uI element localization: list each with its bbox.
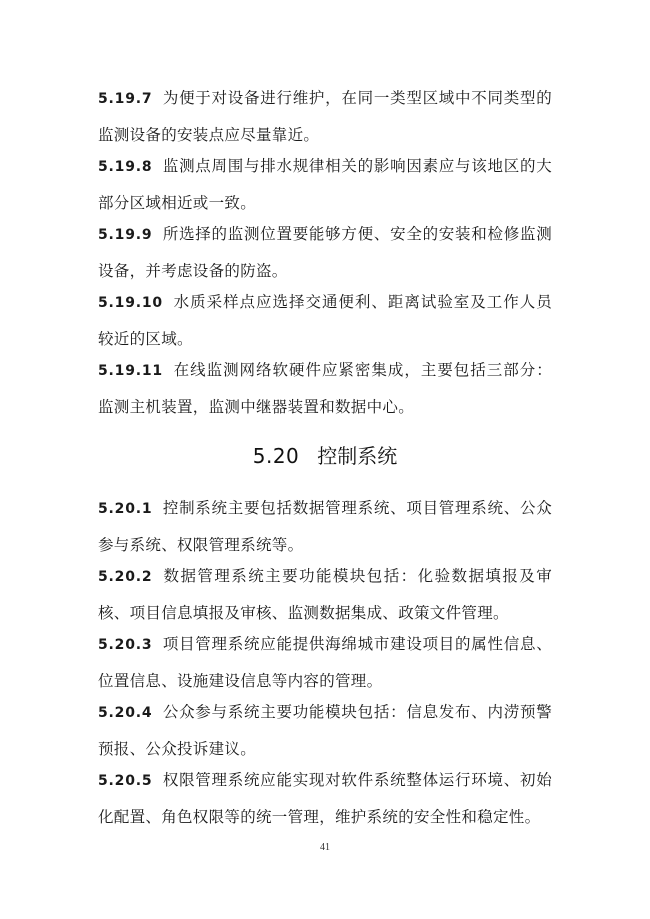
clause-number: 5.19.8 xyxy=(98,159,153,175)
clause-5-20-3 xyxy=(98,626,552,699)
clause-5-20-4 xyxy=(98,694,552,767)
clause-5-19-11 xyxy=(98,352,552,425)
section-heading xyxy=(0,440,650,472)
clause-5-19-9 xyxy=(98,216,552,289)
clause-number: 5.20.4 xyxy=(98,705,153,721)
clause-text: 权限管理系统应能实现对软件系统整体运行环境、初始化配置、角色权限等的统一管理，维护系统的安全性和稳定性。 xyxy=(98,771,552,826)
clause-text: 公众参与系统主要功能模块包括：信息发布、内涝预警预报、公众投诉建议。 xyxy=(98,703,552,758)
section-title: 控制系统 xyxy=(317,444,398,468)
clause-number: 5.19.9 xyxy=(98,227,153,243)
clause-number: 5.20.2 xyxy=(98,569,153,585)
clause-5-19-8 xyxy=(98,148,552,221)
clause-text: 数据管理系统主要功能模块包括：化验数据填报及审核、项目信息填报及审核、监测数据集成、政策文件管理。 xyxy=(98,567,552,622)
clause-number: 5.19.7 xyxy=(98,91,153,107)
clause-number: 5.20.1 xyxy=(98,501,153,517)
clause-text: 水质采样点应选择交通便利、距离试验室及工作人员较近的区域。 xyxy=(98,293,552,348)
clause-5-19-10 xyxy=(98,284,552,357)
clause-text: 控制系统主要包括数据管理系统、项目管理系统、公众参与系统、权限管理系统等。 xyxy=(98,499,552,554)
clause-5-20-5 xyxy=(98,762,552,835)
clause-text: 为便于对设备进行维护，在同一类型区域中不同类型的监测设备的安装点应尽量靠近。 xyxy=(98,89,552,144)
clause-number: 5.20.3 xyxy=(98,637,153,653)
page-number: 41 xyxy=(320,842,330,853)
clause-text: 在线监测网络软硬件应紧密集成，主要包括三部分：监测主机装置，监测中继器装置和数据中心。 xyxy=(98,361,552,416)
clause-number: 5.20.5 xyxy=(98,773,153,789)
clause-text: 所选择的监测位置要能够方便、安全的安装和检修监测设备，并考虑设备的防盗。 xyxy=(98,225,552,280)
clause-5-20-2 xyxy=(98,558,552,631)
clause-text: 监测点周围与排水规律相关的影响因素应与该地区的大部分区域相近或一致。 xyxy=(98,157,552,212)
clause-5-19-7 xyxy=(98,80,552,153)
clause-text: 项目管理系统应能提供海绵城市建设项目的属性信息、位置信息、设施建设信息等内容的管理。 xyxy=(98,635,552,690)
clause-number: 5.19.11 xyxy=(98,363,163,379)
clause-5-20-1 xyxy=(98,490,552,563)
section-number: 5.20 xyxy=(252,444,300,468)
clause-number: 5.19.10 xyxy=(98,295,163,311)
